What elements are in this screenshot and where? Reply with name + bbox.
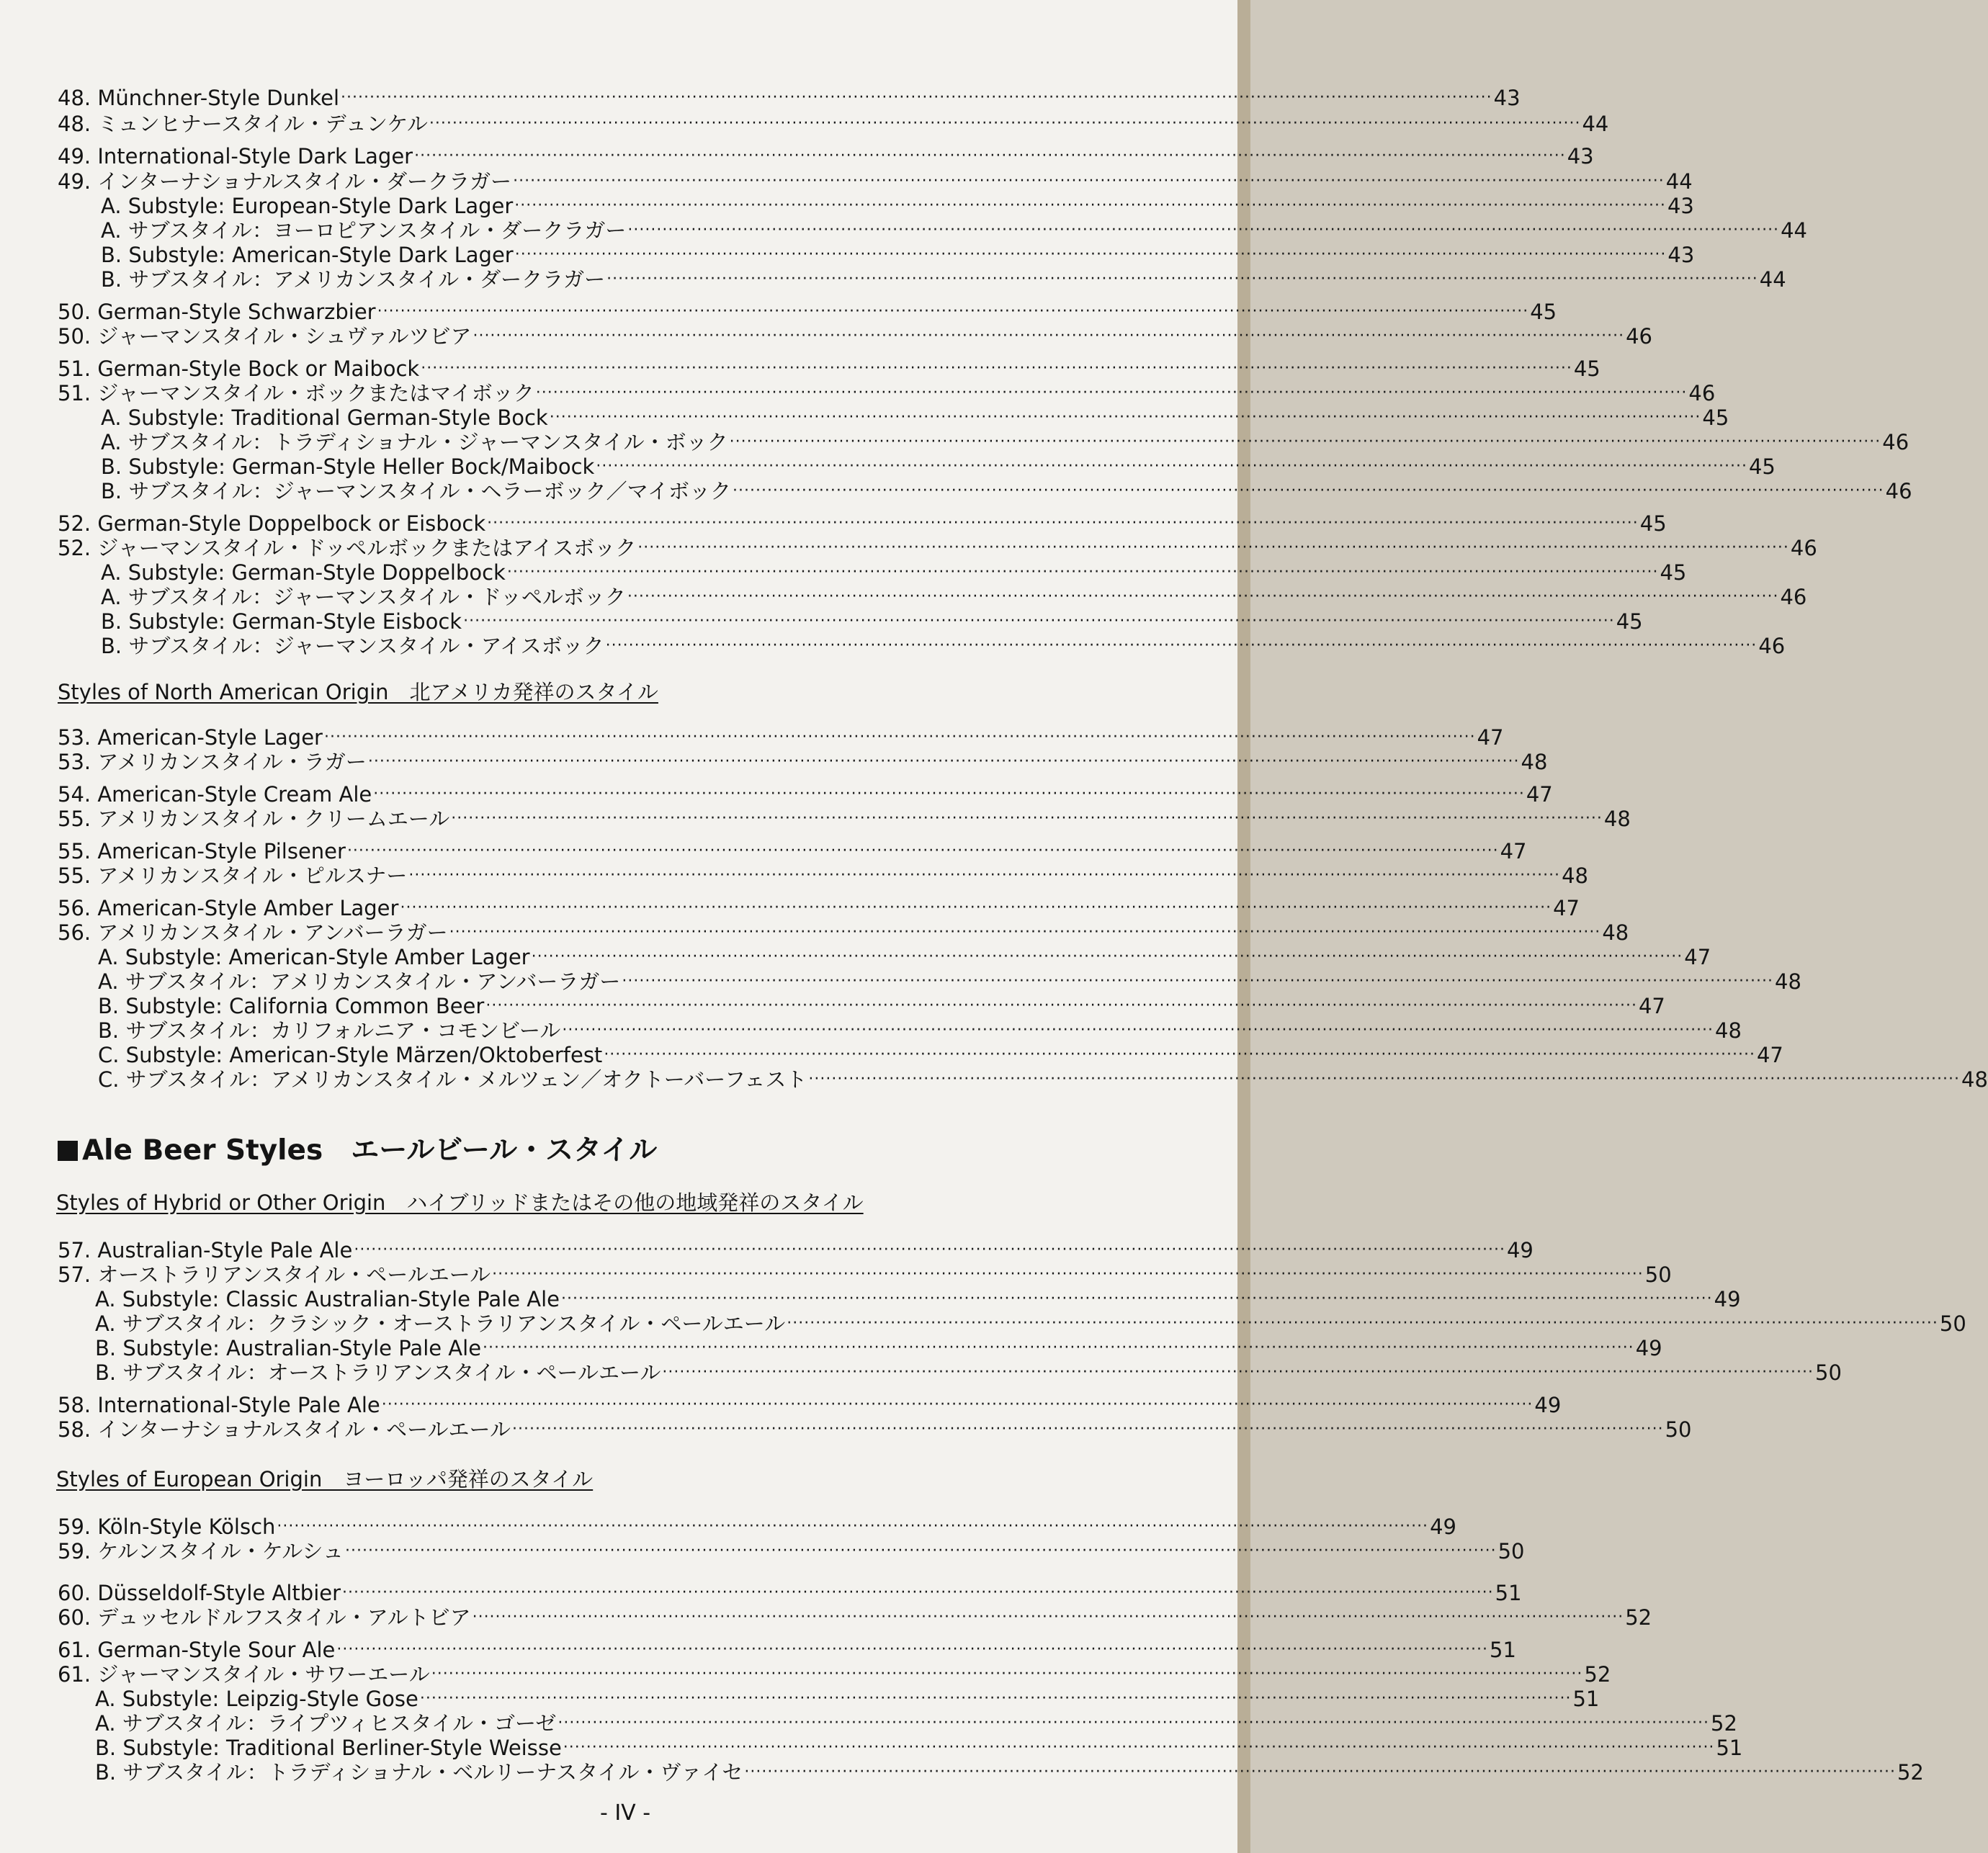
toc-entry: 60. Düsseldolf-Style Altbier ········································································································································································································ 51 [58, 1581, 1522, 1605]
leader-dots: ········································································································································································································ [451, 809, 1603, 827]
toc-entry: 55. アメリカンスタイル・ピルスナー ········································································································································································································ 48 [58, 863, 1588, 888]
leader-dots: ········································································································································································································ [381, 1396, 1533, 1414]
toc-entry: B. Substyle: German-Style Eisbock ········································································································································································································ 45 [101, 609, 1643, 634]
toc-entry: B. Substyle: Traditional Berliner-Style Weisse ········································································································································································································ 51 [95, 1736, 1743, 1760]
toc-entry: B. サブスタイル：カリフォルニア・コモンビール ········································································································································································································ 48 [98, 1018, 1742, 1043]
leader-dots: ········································································································································································································ [414, 147, 1566, 165]
page-number: - IV - [599, 1800, 651, 1826]
leader-dots: ········································································································································································································ [531, 948, 1683, 966]
toc-entry: 51. ジャーマンスタイル・ボックまたはマイボック ········································································································································································································ 46 [58, 381, 1716, 405]
leader-dots: ········································································································································································································ [346, 842, 1499, 860]
toc-entry: B. サブスタイル：トラディショナル・ベルリーナスタイル・ヴァイセ ········································································································································································································ 52 [95, 1760, 1924, 1785]
toc-entry: 48. Münchner-Style Dunkel ········································································································································································································ 43 [58, 86, 1521, 110]
leader-dots: ········································································································································································································ [562, 1021, 1714, 1039]
toc-entry: B. サブスタイル：オーストラリアンスタイル・ペールエール ········································································································································································································ 50 [95, 1360, 1842, 1385]
toc-entry: 57. Australian-Style Pale Ale ········································································································································································································ 49 [58, 1238, 1533, 1262]
leader-dots: ········································································································································································································ [472, 1608, 1624, 1626]
leader-dots: ········································································································································································································ [732, 482, 1884, 500]
toc-entry: 56. アメリカンスタイル・アンバーラガー ········································································································································································································ 48 [58, 920, 1629, 945]
leader-dots: ········································································································································································································ [449, 923, 1601, 941]
toc-entry: 60. デュッセルドルフスタイル・アルトビア ········································································································································································································ 52 [58, 1605, 1652, 1630]
leader-dots: ········································································································································································································ [558, 1714, 1710, 1732]
toc-entry: 49. インターナショナルスタイル・ダークラガー ········································································································································································································ 44 [58, 169, 1693, 194]
leader-dots: ········································································································································································································ [729, 433, 1881, 451]
leader-dots: ········································································································································································································ [604, 1046, 1755, 1064]
toc-entry: A. サブスタイル：ライプツィヒスタイル・ゴーゼ ········································································································································································································ 52 [95, 1711, 1737, 1736]
section-title-north-american: Styles of North American Origin 北アメリカ発祥のスタイル [58, 680, 658, 704]
toc-entry: 54. American-Style Cream Ale ········································································································································································································ 47 [58, 782, 1553, 807]
leader-dots: ········································································································································································································ [563, 1738, 1715, 1756]
leader-dots: ········································································································································································································ [354, 1241, 1505, 1259]
leader-dots: ········································································································································································································ [408, 866, 1561, 884]
leader-dots: ········································································································································································································ [419, 1690, 1572, 1708]
section-title-european: Styles of European Origin ヨーロッパ発祥のスタイル [56, 1467, 594, 1491]
toc-entry: A. サブスタイル：アメリカンスタイル・アンバーラガー ········································································································································································································ 48 [98, 969, 1801, 994]
toc-entry: A. Substyle: Classic Australian-Style Pale Ale ········································································································································································································ 49 [95, 1287, 1741, 1311]
leader-dots: ········································································································································································································ [808, 1070, 1961, 1088]
toc-entry: 59. Köln-Style Kölsch ········································································································································································································ 49 [58, 1515, 1456, 1539]
leader-dots: ········································································································································································································ [277, 1517, 1429, 1535]
leader-dots: ········································································································································································································ [549, 408, 1701, 426]
toc-entry: 57. オーストラリアンスタイル・ペールエール ········································································································································································································ 50 [58, 1262, 1672, 1287]
leader-dots: ········································································································································································································ [744, 1763, 1896, 1781]
leader-dots: ········································································································································································································ [344, 1542, 1497, 1560]
leader-dots: ········································································································································································································ [662, 1363, 1814, 1381]
toc-entry: C. Substyle: American-Style Märzen/Oktoberfest ········································································································································································································ 47 [98, 1043, 1783, 1067]
toc-entry: B. Substyle: American-Style Dark Lager ········································································································································································································ 43 [101, 243, 1695, 267]
toc-entry: B. サブスタイル：アメリカンスタイル・ダークラガー ········································································································································································································ 44 [101, 267, 1786, 292]
leader-dots: ········································································································································································································ [506, 563, 1659, 581]
toc-entry: B. サブスタイル：ジャーマンスタイル・アイスボック ········································································································································································································ 46 [101, 634, 1786, 658]
leader-dots: ········································································································································································································ [492, 1265, 1644, 1283]
toc-entry: 52. German-Style Doppelbock or Eisbock ········································································································································································································ 45 [58, 511, 1667, 536]
toc-entry: A. サブスタイル：ジャーマンスタイル・ドッペルボック ········································································································································································································ 46 [101, 585, 1807, 609]
section-title-hybrid: Styles of Hybrid or Other Origin ハイブリッドまたはその他の地域発祥のスタイル [56, 1190, 864, 1215]
toc-entry: A. サブスタイル：トラディショナル・ジャーマンスタイル・ボック ········································································································································································································ 46 [101, 430, 1909, 454]
toc-entry: 51. German-Style Bock or Maibock ········································································································································································································ 45 [58, 356, 1600, 381]
leader-dots: ········································································································································································································ [421, 359, 1572, 377]
square-bullet-icon [58, 1141, 78, 1161]
leader-dots: ········································································································································································································ [377, 302, 1529, 320]
toc-entry: 53. アメリカンスタイル・ラガー ········································································································································································································ 48 [58, 750, 1548, 774]
toc-entry: 53. American-Style Lager ········································································································································································································ 47 [58, 725, 1504, 750]
leader-dots: ········································································································································································································ [483, 1339, 1634, 1357]
toc-entry: 52. ジャーマンスタイル・ドッペルボックまたはアイスボック ········································································································································································································ 46 [58, 536, 1817, 560]
leader-dots: ········································································································································································································ [342, 1584, 1494, 1602]
leader-dots: ········································································································································································································ [605, 637, 1758, 655]
toc-entry: 56. American-Style Amber Lager ········································································································································································································ 47 [58, 896, 1580, 920]
toc-entry: 48. ミュンヒナースタイル・デュンケル ········································································································································································································ 44 [58, 112, 1609, 136]
toc-entry: 55. American-Style Pilsener ········································································································································································································ 47 [58, 839, 1527, 863]
toc-entry: 59. ケルンスタイル・ケルシュ ········································································································································································································ 50 [58, 1539, 1525, 1563]
leader-dots: ········································································································································································································ [463, 612, 1615, 630]
toc-entry: A. Substyle: American-Style Amber Lager ········································································································································································································ 47 [98, 945, 1711, 969]
leader-dots: ········································································································································································································ [341, 89, 1492, 107]
leader-dots: ········································································································································································································ [627, 588, 1779, 606]
toc-entry: B. サブスタイル：ジャーマンスタイル・ヘラーボック／マイボック ········································································································································································································ 46 [101, 479, 1912, 503]
leader-dots: ········································································································································································································ [514, 246, 1667, 264]
leader-dots: ········································································································································································································ [535, 384, 1688, 402]
toc-entry: B. Substyle: Australian-Style Pale Ale ········································································································································································································ 49 [95, 1336, 1662, 1360]
leader-dots: ········································································································································································································ [622, 972, 1773, 990]
leader-dots: ········································································································································································································ [485, 997, 1637, 1015]
toc-entry: A. サブスタイル：ヨーロピアンスタイル・ダークラガー ········································································································································································································ 44 [101, 218, 1807, 243]
leader-dots: ········································································································································································································ [429, 115, 1581, 133]
leader-dots: ········································································································································································································ [431, 1665, 1583, 1683]
leader-dots: ········································································································································································································ [596, 457, 1747, 475]
toc-entry: C. サブスタイル：アメリカンスタイル・メルツェン／オクトーバーフェスト ········································································································································································································ 48 [98, 1067, 1988, 1092]
leader-dots: ········································································································································································································ [513, 172, 1665, 190]
toc-entry: 49. International-Style Dark Lager ········································································································································································································ 43 [58, 144, 1594, 169]
leader-dots: ········································································································································································································ [627, 221, 1780, 239]
toc-entry: A. サブスタイル：クラシック・オーストラリアンスタイル・ペールエール ········································································································································································································ 50 [95, 1311, 1966, 1336]
toc-entry: 58. International-Style Pale Ale ········································································································································································································ 49 [58, 1393, 1562, 1417]
toc-entry: 50. ジャーマンスタイル・シュヴァルツビア ········································································································································································································ 46 [58, 324, 1652, 349]
toc-entry: 55. アメリカンスタイル・クリームエール ········································································································································································································ 48 [58, 807, 1631, 831]
toc-entry: A. Substyle: German-Style Doppelbock ········································································································································································································ 45 [101, 560, 1687, 585]
leader-dots: ········································································································································································································ [637, 539, 1789, 557]
leader-dots: ········································································································································································································ [336, 1641, 1489, 1659]
toc-entry: B. Substyle: California Common Beer ········································································································································································································ 47 [98, 994, 1665, 1018]
leader-dots: ········································································································································································································ [787, 1314, 1938, 1332]
leader-dots: ········································································································································································································ [373, 785, 1525, 803]
ale-beer-styles-heading: Ale Beer Styles エールビール・スタイル [58, 1134, 657, 1168]
toc-entry: 58. インターナショナルスタイル・ペールエール ········································································································································································································ 50 [58, 1417, 1692, 1442]
toc-entry: A. Substyle: Leipzig-Style Gose ········································································································································································································ 51 [95, 1687, 1600, 1711]
leader-dots: ········································································································································································································ [511, 1420, 1664, 1438]
leader-dots: ········································································································································································································ [561, 1290, 1713, 1308]
toc-entry: B. Substyle: German-Style Heller Bock/Maibock ········································································································································································································ 45 [101, 454, 1776, 479]
leader-dots: ········································································································································································································ [514, 197, 1666, 215]
toc-entry: A. Substyle: Traditional German-Style Bock ········································································································································································································ 45 [101, 405, 1729, 430]
toc-entry: A. Substyle: European-Style Dark Lager ········································································································································································································ 43 [101, 194, 1694, 218]
toc-entry: 50. German-Style Schwarzbier ········································································································································································································ 45 [58, 300, 1557, 324]
toc-entry: 61. German-Style Sour Ale ········································································································································································································ 51 [58, 1638, 1516, 1662]
leader-dots: ········································································································································································································ [473, 327, 1625, 345]
leader-dots: ········································································································································································································ [323, 728, 1476, 746]
leader-dots: ········································································································································································································ [606, 270, 1758, 288]
leader-dots: ········································································································································································································ [487, 514, 1639, 532]
toc-entry: 61. ジャーマンスタイル・サワーエール ········································································································································································································ 52 [58, 1662, 1611, 1687]
leader-dots: ········································································································································································································ [367, 753, 1520, 771]
leader-dots: ········································································································································································································ [400, 899, 1552, 917]
